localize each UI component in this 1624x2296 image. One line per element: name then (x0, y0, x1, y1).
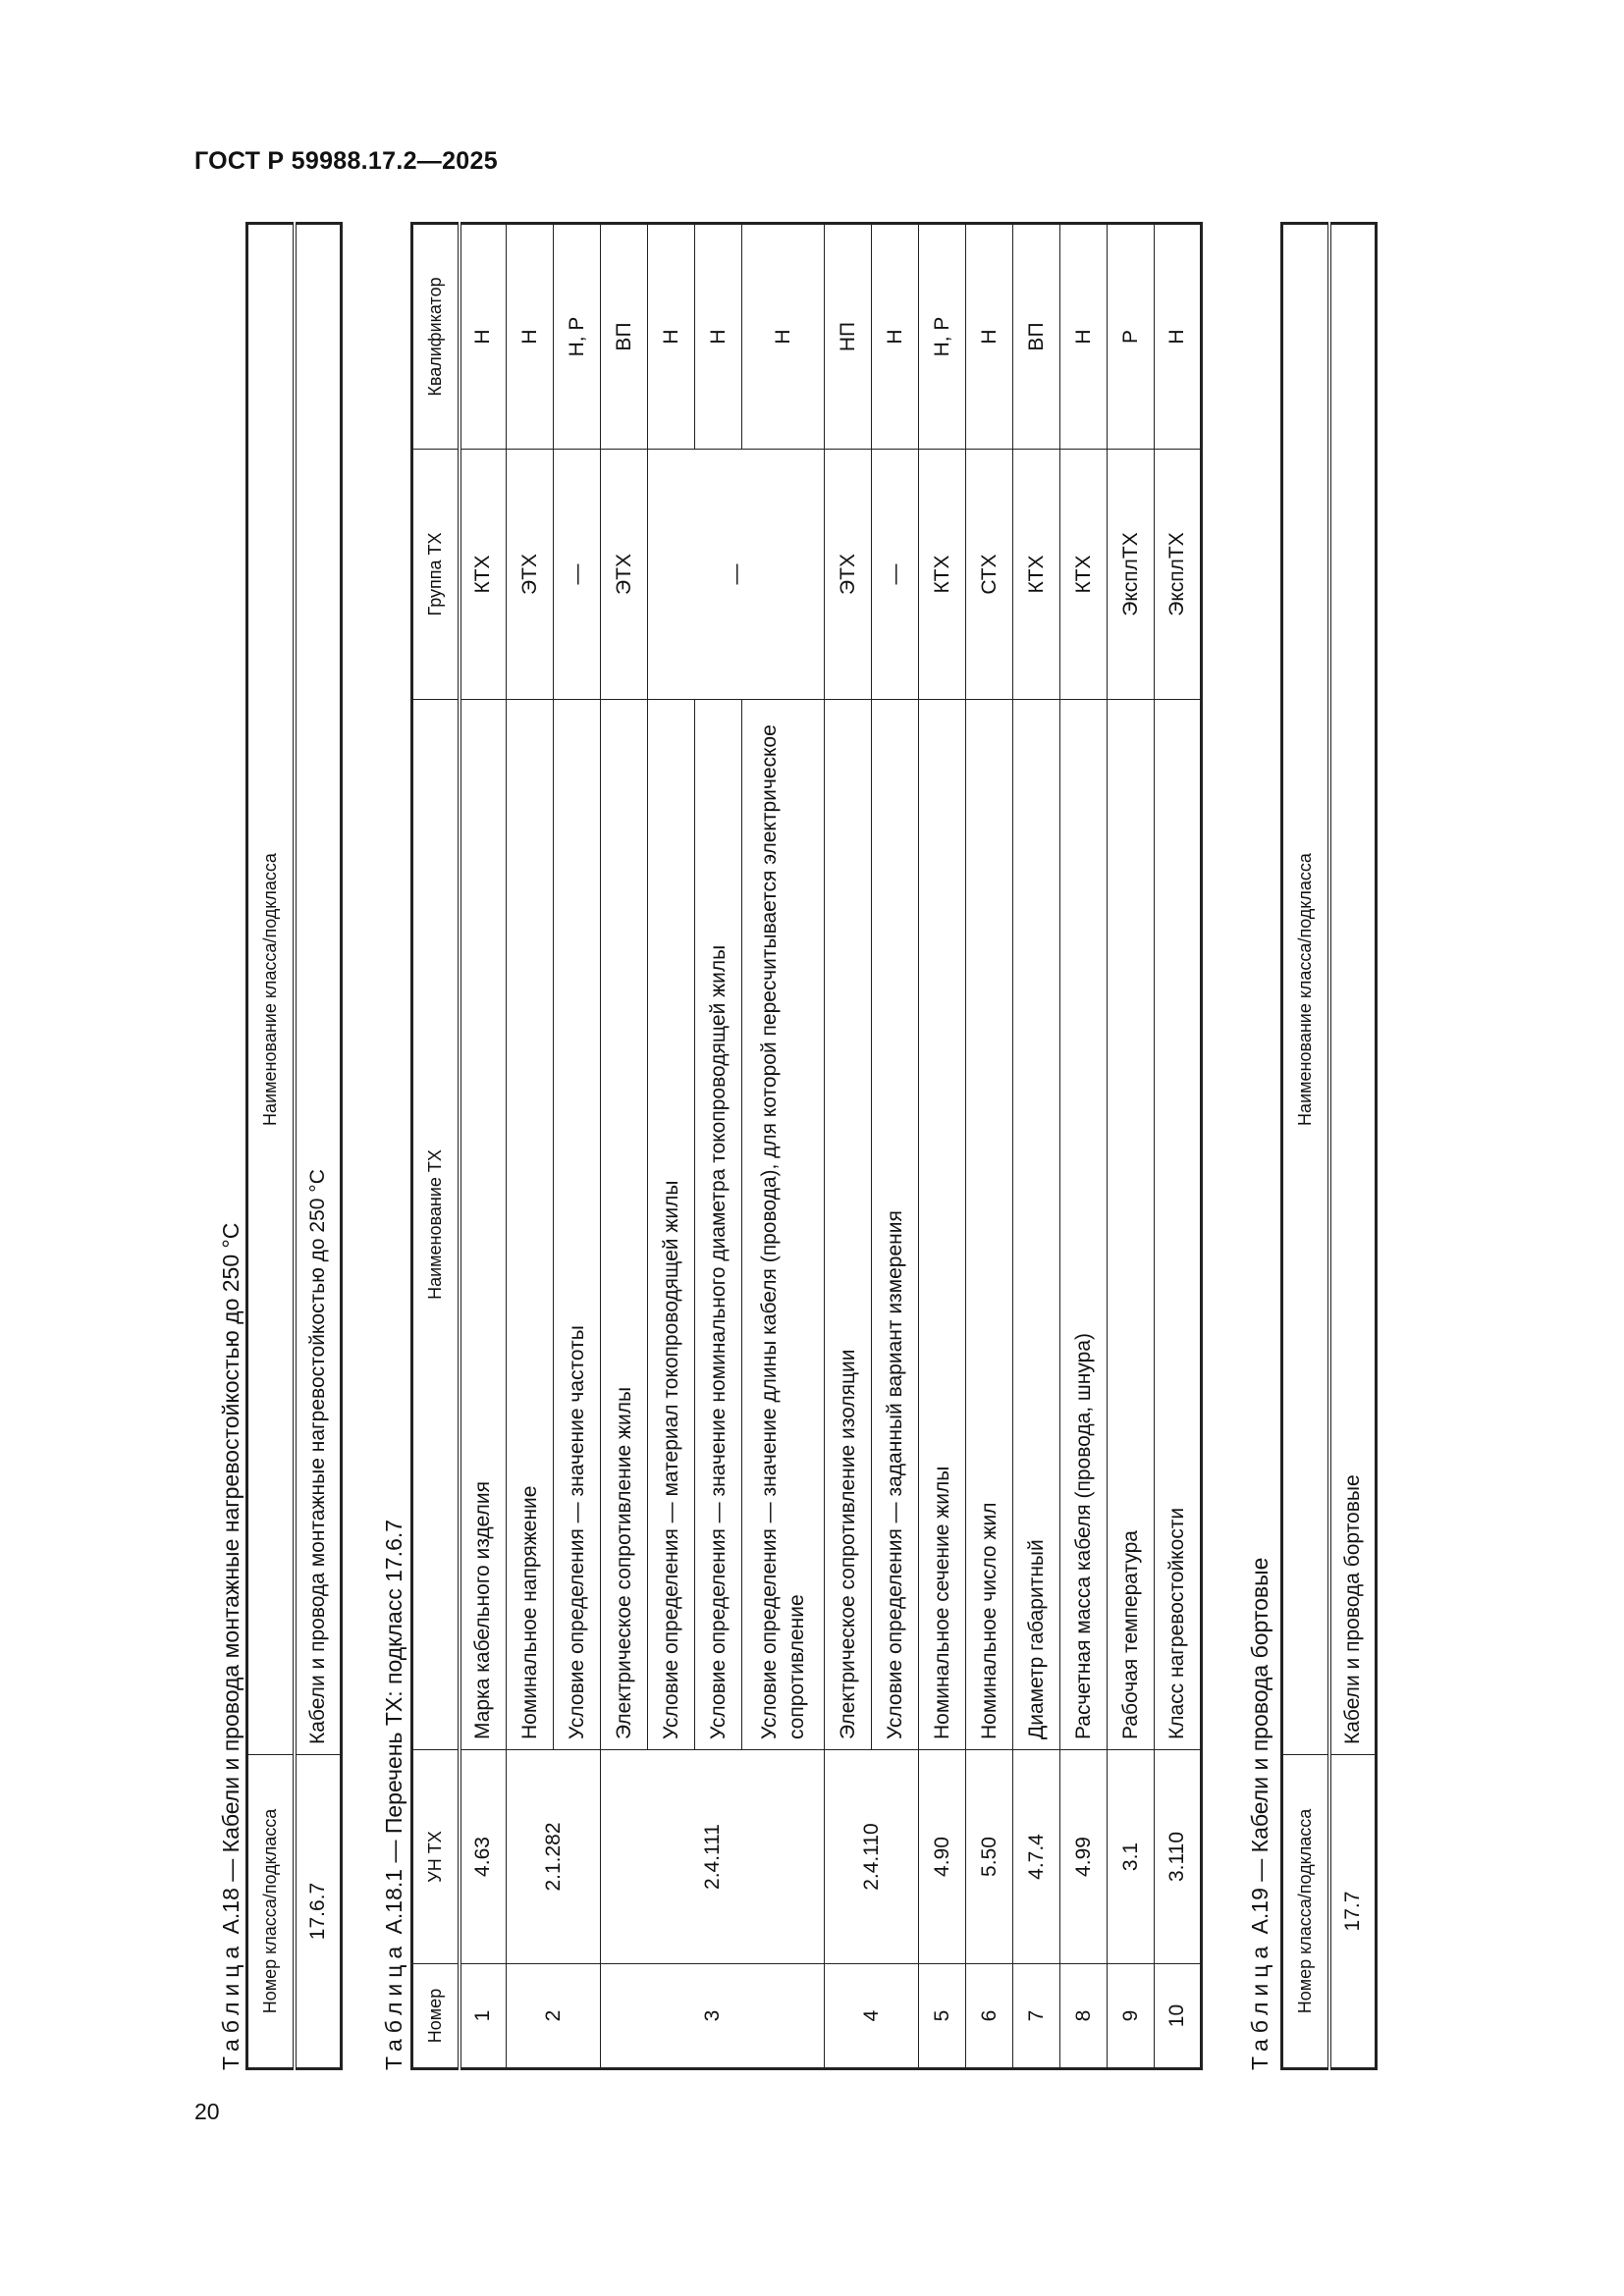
row-name-tx: Условие определения — значение длины кабеля (провода), для которой пересчитывается электрическое сопротивление (742, 700, 825, 1750)
row-number: 3 (601, 1964, 825, 2069)
row-name-tx: Электрическое сопротивление жилы (601, 700, 648, 1750)
table-a18-cell-name: Кабели и провода монтажные нагревостойкостью до 250 °С (295, 224, 342, 1755)
row-qualifier: НП (825, 224, 872, 450)
table-a19-caption: Таблица А.19 — Кабели и провода бортовые (1247, 1557, 1272, 2070)
row-name-tx: Марка кабельного изделия (460, 700, 507, 1750)
row-qualifier: Н (695, 224, 742, 450)
table-row (1155, 224, 1202, 2069)
row-number: 2 (507, 1964, 601, 2069)
row-qualifier: Н (872, 224, 919, 450)
table-a18-1 (410, 222, 1203, 2070)
row-group-tx: ЭТХ (601, 450, 648, 700)
row-qualifier: Р (1108, 224, 1155, 450)
row-name-tx: Условие определения — значение частоты (554, 700, 601, 1750)
rotated-content (206, 225, 1394, 2070)
row-number: 4 (825, 1964, 919, 2069)
row-name-tx: Условие определения — материал токопроводящей жилы (648, 700, 695, 1750)
row-name-tx: Класс нагревостойкости (1155, 700, 1202, 1750)
row-group-tx: ЭксплТХ (1108, 450, 1155, 700)
row-qualifier: Н (1155, 224, 1202, 450)
row-group-tx: КТХ (1013, 450, 1060, 700)
row-name-tx: Расчетная масса кабеля (провода, шнура) (1060, 700, 1108, 1750)
row-number: 5 (919, 1964, 966, 2069)
row-un-tx: 4.99 (1060, 1750, 1108, 1964)
row-qualifier: Н (742, 224, 825, 450)
row-qualifier: Н (648, 224, 695, 450)
row-group-tx: — (554, 450, 601, 700)
header-group-tx: Группа ТХ (412, 450, 460, 700)
table-a19-cell-name: Кабели и провода бортовые (1329, 224, 1377, 1755)
table-a18 (245, 222, 343, 2070)
row-un-tx: 5.50 (966, 1750, 1013, 1964)
table-row (601, 224, 648, 2069)
row-un-tx: 4.7.4 (1013, 1750, 1060, 1964)
row-number: 8 (1060, 1964, 1108, 2069)
row-un-tx: 2.1.282 (507, 1750, 601, 1964)
header-qualifier: Квалификатор (412, 224, 460, 450)
row-group-tx: ЭТХ (507, 450, 554, 700)
row-qualifier: Н (1060, 224, 1108, 450)
document-code: ГОСТ Р 59988.17.2—2025 (194, 147, 498, 175)
row-un-tx: 3.110 (1155, 1750, 1202, 1964)
row-name-tx: Диаметр габаритный (1013, 700, 1060, 1750)
row-un-tx: 4.63 (460, 1750, 507, 1964)
row-name-tx: Условие определения — значение номинального диаметра токопроводящей жилы (695, 700, 742, 1750)
row-qualifier: Н (966, 224, 1013, 450)
row-name-tx: Условие определения — заданный вариант измерения (872, 700, 919, 1750)
row-qualifier: Н, Р (919, 224, 966, 450)
row-un-tx: 4.90 (919, 1750, 966, 1964)
table-row (1060, 224, 1108, 2069)
row-group-tx: КТХ (460, 450, 507, 700)
table-row (919, 224, 966, 2069)
table-row (966, 224, 1013, 2069)
table-a18-1-caption: Таблица А.18.1 — Перечень ТХ: подкласс 17.6.7 (381, 1519, 406, 2070)
row-number: 10 (1155, 1964, 1202, 2069)
table-a18-header-number: Номер класса/подкласса (247, 1755, 295, 2069)
row-name-tx: Номинальное число жил (966, 700, 1013, 1750)
table-a19-cell-number: 17.7 (1329, 1755, 1377, 2069)
table-row (507, 224, 554, 2069)
row-group-tx: КТХ (1060, 450, 1108, 700)
page-number: 20 (194, 2099, 220, 2124)
row-qualifier: ВП (601, 224, 648, 450)
table-a19-header-name: Наименование класса/подкласса (1282, 224, 1329, 1755)
row-qualifier: Н (507, 224, 554, 450)
row-group-tx: ЭТХ (825, 450, 872, 700)
row-un-tx: 2.4.111 (601, 1750, 825, 1964)
row-number: 6 (966, 1964, 1013, 2069)
row-group-tx: СТХ (966, 450, 1013, 700)
table-a19 (1280, 222, 1378, 2070)
table-row (460, 224, 507, 2069)
row-name-tx: Электрическое сопротивление изоляции (825, 700, 872, 1750)
row-group-tx: — (872, 450, 919, 700)
row-name-tx: Номинальное сечение жилы (919, 700, 966, 1750)
row-qualifier: Н (460, 224, 507, 450)
row-group-tx: КТХ (919, 450, 966, 700)
header-number: Номер (412, 1964, 460, 2069)
table-row (1013, 224, 1060, 2069)
row-name-tx: Рабочая температура (1108, 700, 1155, 1750)
row-qualifier: Н, Р (554, 224, 601, 450)
table-a19-header-number: Номер класса/подкласса (1282, 1755, 1329, 2069)
row-qualifier: ВП (1013, 224, 1060, 450)
row-group-tx: ЭксплТХ (1155, 450, 1202, 700)
table-row (825, 224, 872, 2069)
row-un-tx: 2.4.110 (825, 1750, 919, 1964)
row-number: 7 (1013, 1964, 1060, 2069)
header-name-tx: Наименование ТХ (412, 700, 460, 1750)
row-number: 1 (460, 1964, 507, 2069)
table-a18-cell-number: 17.6.7 (295, 1755, 342, 2069)
row-un-tx: 3.1 (1108, 1750, 1155, 1964)
table-a18-header-name: Наименование класса/подкласса (247, 224, 295, 1755)
table-a18-caption: Таблица А.18 — Кабели и провода монтажные нагревостойкостью до 250 °С (218, 1222, 244, 2070)
row-name-tx: Номинальное напряжение (507, 700, 554, 1750)
table-row (1108, 224, 1155, 2069)
row-number: 9 (1108, 1964, 1155, 2069)
row-group-tx: — (648, 450, 825, 700)
header-un-tx: УН ТХ (412, 1750, 460, 1964)
